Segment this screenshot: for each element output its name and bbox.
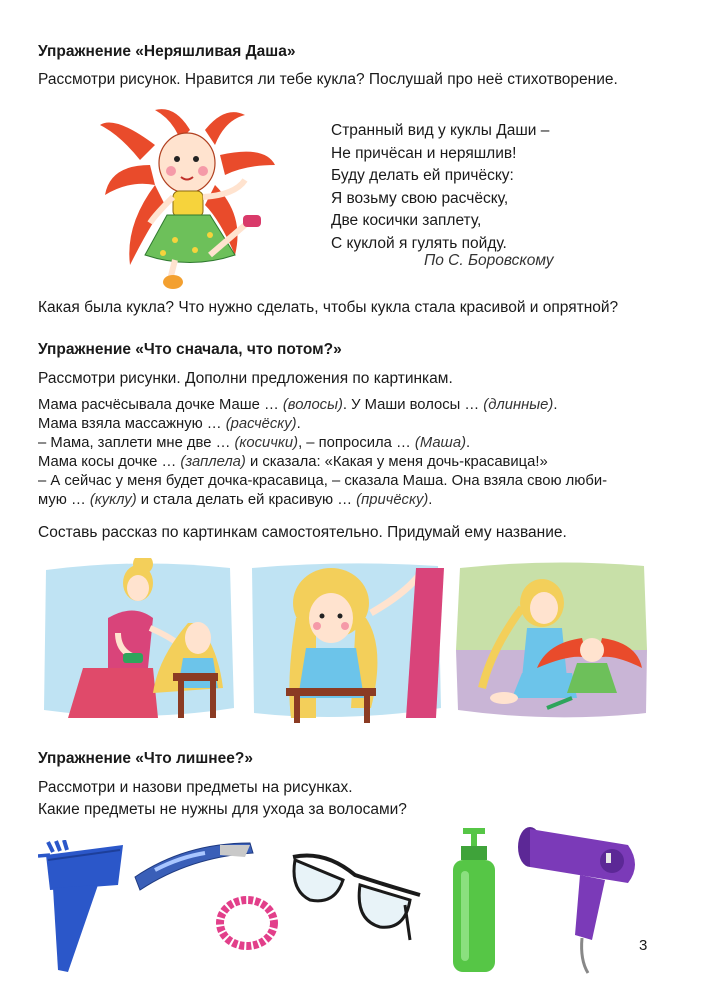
page-number: 3 — [639, 937, 648, 954]
bottle-icon — [445, 826, 500, 976]
exercise1-title: Упражнение «Неряшливая Даша» — [38, 43, 296, 60]
exercise1-intro: Рассмотри рисунок. Нравится ли тебе кукла? Послушай про неё стихотворение. — [38, 71, 618, 88]
sentence-line: Мама косы дочке … (заплела) и сказала: «Какая у меня дочь-красавица!» — [38, 454, 548, 470]
poem-line: Две косички заплету, — [331, 212, 482, 229]
exercise2-task: Составь рассказ по картинкам самостоятельно. Придумай ему название. — [38, 524, 567, 541]
doll-illustration — [95, 105, 285, 290]
exercise3-line2: Какие предметы не нужны для ухода за волосами? — [38, 801, 407, 818]
girl-braiding-doll — [452, 558, 652, 723]
sentence-line: – Мама, заплети мне две … (косички), – попросила … (Маша). — [38, 435, 471, 451]
poem-author: По С. Боровскому — [424, 252, 554, 269]
exercise3-line1: Рассмотри и назови предметы на рисунках. — [38, 779, 353, 796]
sentence-line: Мама расчёсывала дочке Маше … (волосы). У Маши волосы … (длинные). — [38, 397, 558, 413]
glasses-icon — [285, 845, 425, 945]
sentence-line: – А сейчас у меня будет дочка-красавица, – сказала Маша. Она взяла свою люби- — [38, 473, 608, 489]
comb-icon — [38, 840, 138, 975]
poem-line: Я возьму свою расчёску, — [331, 189, 509, 207]
exercise2-title: Упражнение «Что сначала, что потом?» — [38, 341, 342, 358]
sentence-line: мую … (куклу) и стала делать ей красивую … (причёску). — [38, 492, 433, 508]
poem-line: Не причёсан и неряшлив! — [331, 144, 517, 162]
hair-tie-icon — [212, 893, 282, 953]
poem-line: Странный вид у куклы Даши – — [331, 122, 550, 139]
fill-in-sentences — [38, 396, 607, 510]
poem — [331, 120, 549, 255]
mother-brushing-hair — [38, 558, 238, 723]
exercise3-title: Упражнение «Что лишнее?» — [38, 750, 253, 767]
hair-clip-icon — [125, 835, 260, 895]
hair-dryer-icon — [510, 825, 648, 975]
poem-line: Буду делать ей причёску: — [331, 167, 514, 184]
exercise2-intro: Рассмотри рисунки. Дополни предложения по картинкам. — [38, 370, 453, 387]
mother-braiding-hair — [246, 558, 444, 728]
exercise1-question: Какая была кукла? Что нужно сделать, чтобы кукла стала красивой и опрятной? — [38, 299, 619, 316]
poem-line: С куклой я гулять пойду. — [331, 234, 507, 252]
sentence-line: Мама взяла массажную … (расчёску). — [38, 416, 301, 432]
